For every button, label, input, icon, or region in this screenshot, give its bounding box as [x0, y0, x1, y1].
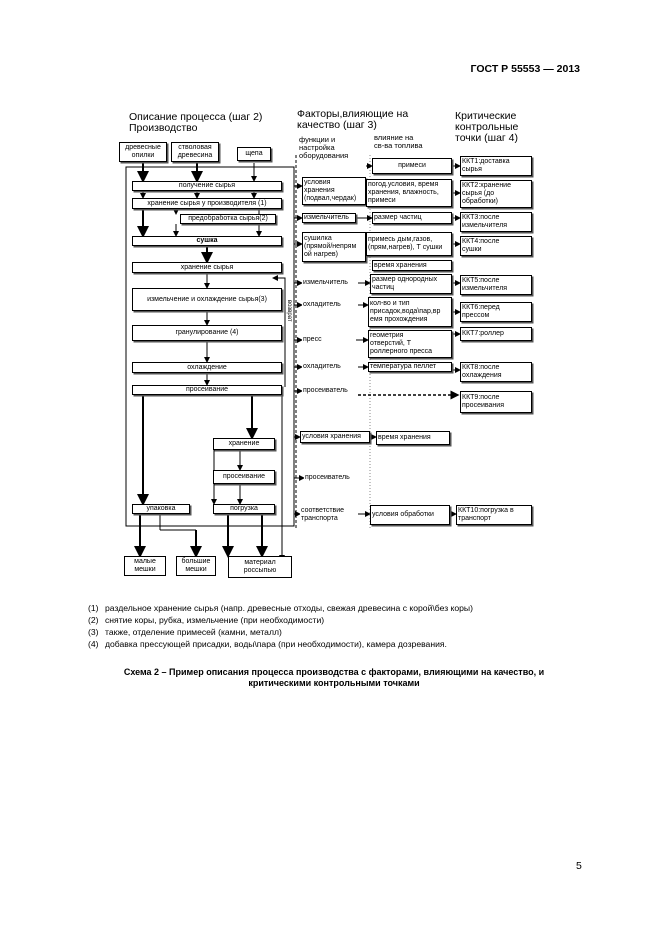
effect-handling: условия обработки	[370, 505, 450, 525]
function-screener-2: просеиватель	[304, 473, 360, 483]
ccp-7: ККТ7:роллер	[460, 327, 532, 341]
ccp-5: ККТ5:после измельчителя	[460, 275, 532, 295]
ccp-6: ККТ6:перед прессом	[460, 302, 532, 322]
process-store-raw: хранение сырья	[132, 262, 282, 273]
output-bulk: материал россыпью	[228, 556, 292, 578]
output-small-bags: малые мешки	[124, 556, 166, 576]
process-storage: хранение	[213, 438, 275, 450]
process-screening-2: просеивание	[213, 470, 275, 484]
process-packing: упаковка	[132, 504, 190, 514]
footnote: (4) добавка прессующей присадки, воды\пара (при необходимости), камера дозревания.	[88, 639, 447, 649]
effect-additives: кол-во и тип присадок,вода\пар,вр емя прохождения	[368, 297, 452, 327]
effect-weather: погод.условия, время хранения, влажность, примеси	[366, 179, 452, 207]
process-cooling: охлаждение	[132, 362, 282, 373]
footnote: (1) раздельное хранение сырья (напр. древесные отходы, свежая древесина с корой\без коры)	[88, 603, 473, 613]
heading-quality-factors: Факторы,влияющие на качество (шаг 3)	[297, 108, 409, 131]
effect-storage-time-2: время хранения	[376, 431, 450, 445]
process-screening: просеивание	[132, 385, 282, 395]
function-grinder-2: измельчитель	[302, 278, 358, 288]
page-header: ГОСТ Р 55553 — 2013	[470, 63, 580, 75]
process-pelletize: гранулирование (4)	[132, 325, 282, 341]
effect-impurities: примеси	[372, 158, 452, 174]
process-drying: сушка	[132, 236, 282, 246]
footnote: (2) снятие коры, рубка, измельчение (при необходимости)	[88, 615, 325, 625]
heading-process-description: Описание процесса (шаг 2) Производство	[129, 111, 263, 134]
function-transport: соответствие транспорта	[300, 505, 358, 525]
effect-storage-time: время хранения	[372, 260, 452, 271]
effect-pellet-temperature: температура пеллет	[368, 362, 452, 372]
ccp-8: ККТ8:после охлаждения	[460, 362, 532, 382]
output-big-bags: большие мешки	[176, 556, 216, 576]
ccp-1: ККТ1:доставка сырья	[460, 156, 532, 176]
recycle-label: возврат	[286, 300, 292, 322]
effect-geometry: геометрия отверстий, Т роллерного пресса	[368, 330, 452, 358]
function-dryer: сушилка (прямой/непрям ой нагрев)	[302, 232, 366, 262]
footnotes	[88, 602, 473, 650]
function-grinder: измельчитель	[302, 213, 356, 223]
ccp-10: ККТ10:погрузка в транспорт	[456, 505, 532, 525]
ccp-9: ККТ9:после просеивания	[460, 391, 532, 413]
input-stemwood: стволовая древесина	[171, 142, 219, 162]
function-press: пресс	[302, 335, 356, 345]
ccp-2: ККТ2:хранение сырья (до обработки)	[460, 180, 532, 208]
process-pretreat: предобработка сырья(2)	[180, 214, 276, 224]
function-screener: просеиватель	[302, 386, 358, 396]
function-cooler: охладитель	[302, 300, 358, 310]
input-chips: щепа	[237, 147, 271, 161]
subheading-equipment-functions: функции и настройка оборудования	[299, 135, 349, 160]
effect-smoke-gases: примесь дым,газов, (прям,нагрев), Т сушки	[366, 232, 452, 256]
process-loading: погрузка	[213, 504, 275, 514]
ccp-3: ККТ3:после измельчителя	[460, 212, 532, 232]
figure-caption: Схема 2 – Пример описания процесса производства с факторами, влияющими на качество, и критическими контрольными точками	[123, 667, 545, 688]
footnote: (3) также, отделение примесей (камни, металл)	[88, 627, 282, 637]
process-grind-cool: измельчение и охлаждение сырья(3)	[132, 288, 282, 311]
function-cooler-2: охладитель	[302, 362, 358, 372]
page-number: 5	[576, 860, 582, 872]
subheading-fuel-properties: влияние на св-ва топлива	[374, 133, 423, 150]
ccp-4: ККТ4:после сушки	[460, 236, 532, 256]
input-sawdust: древесные опилки	[119, 142, 167, 162]
process-receive: получение сырья	[132, 181, 282, 191]
effect-uniform-particle: размер однородных частиц	[370, 274, 452, 294]
heading-critical-control-points: Критические контрольные точки (шаг 4)	[455, 110, 519, 144]
function-storage-conditions: условия хранения (подвал,чердак)	[302, 177, 366, 205]
process-store-producer: хранение сырья у производителя (1)	[132, 198, 282, 209]
effect-particle-size: размер частиц	[372, 212, 452, 224]
function-storage-conditions-2: условия хранения	[300, 431, 370, 443]
